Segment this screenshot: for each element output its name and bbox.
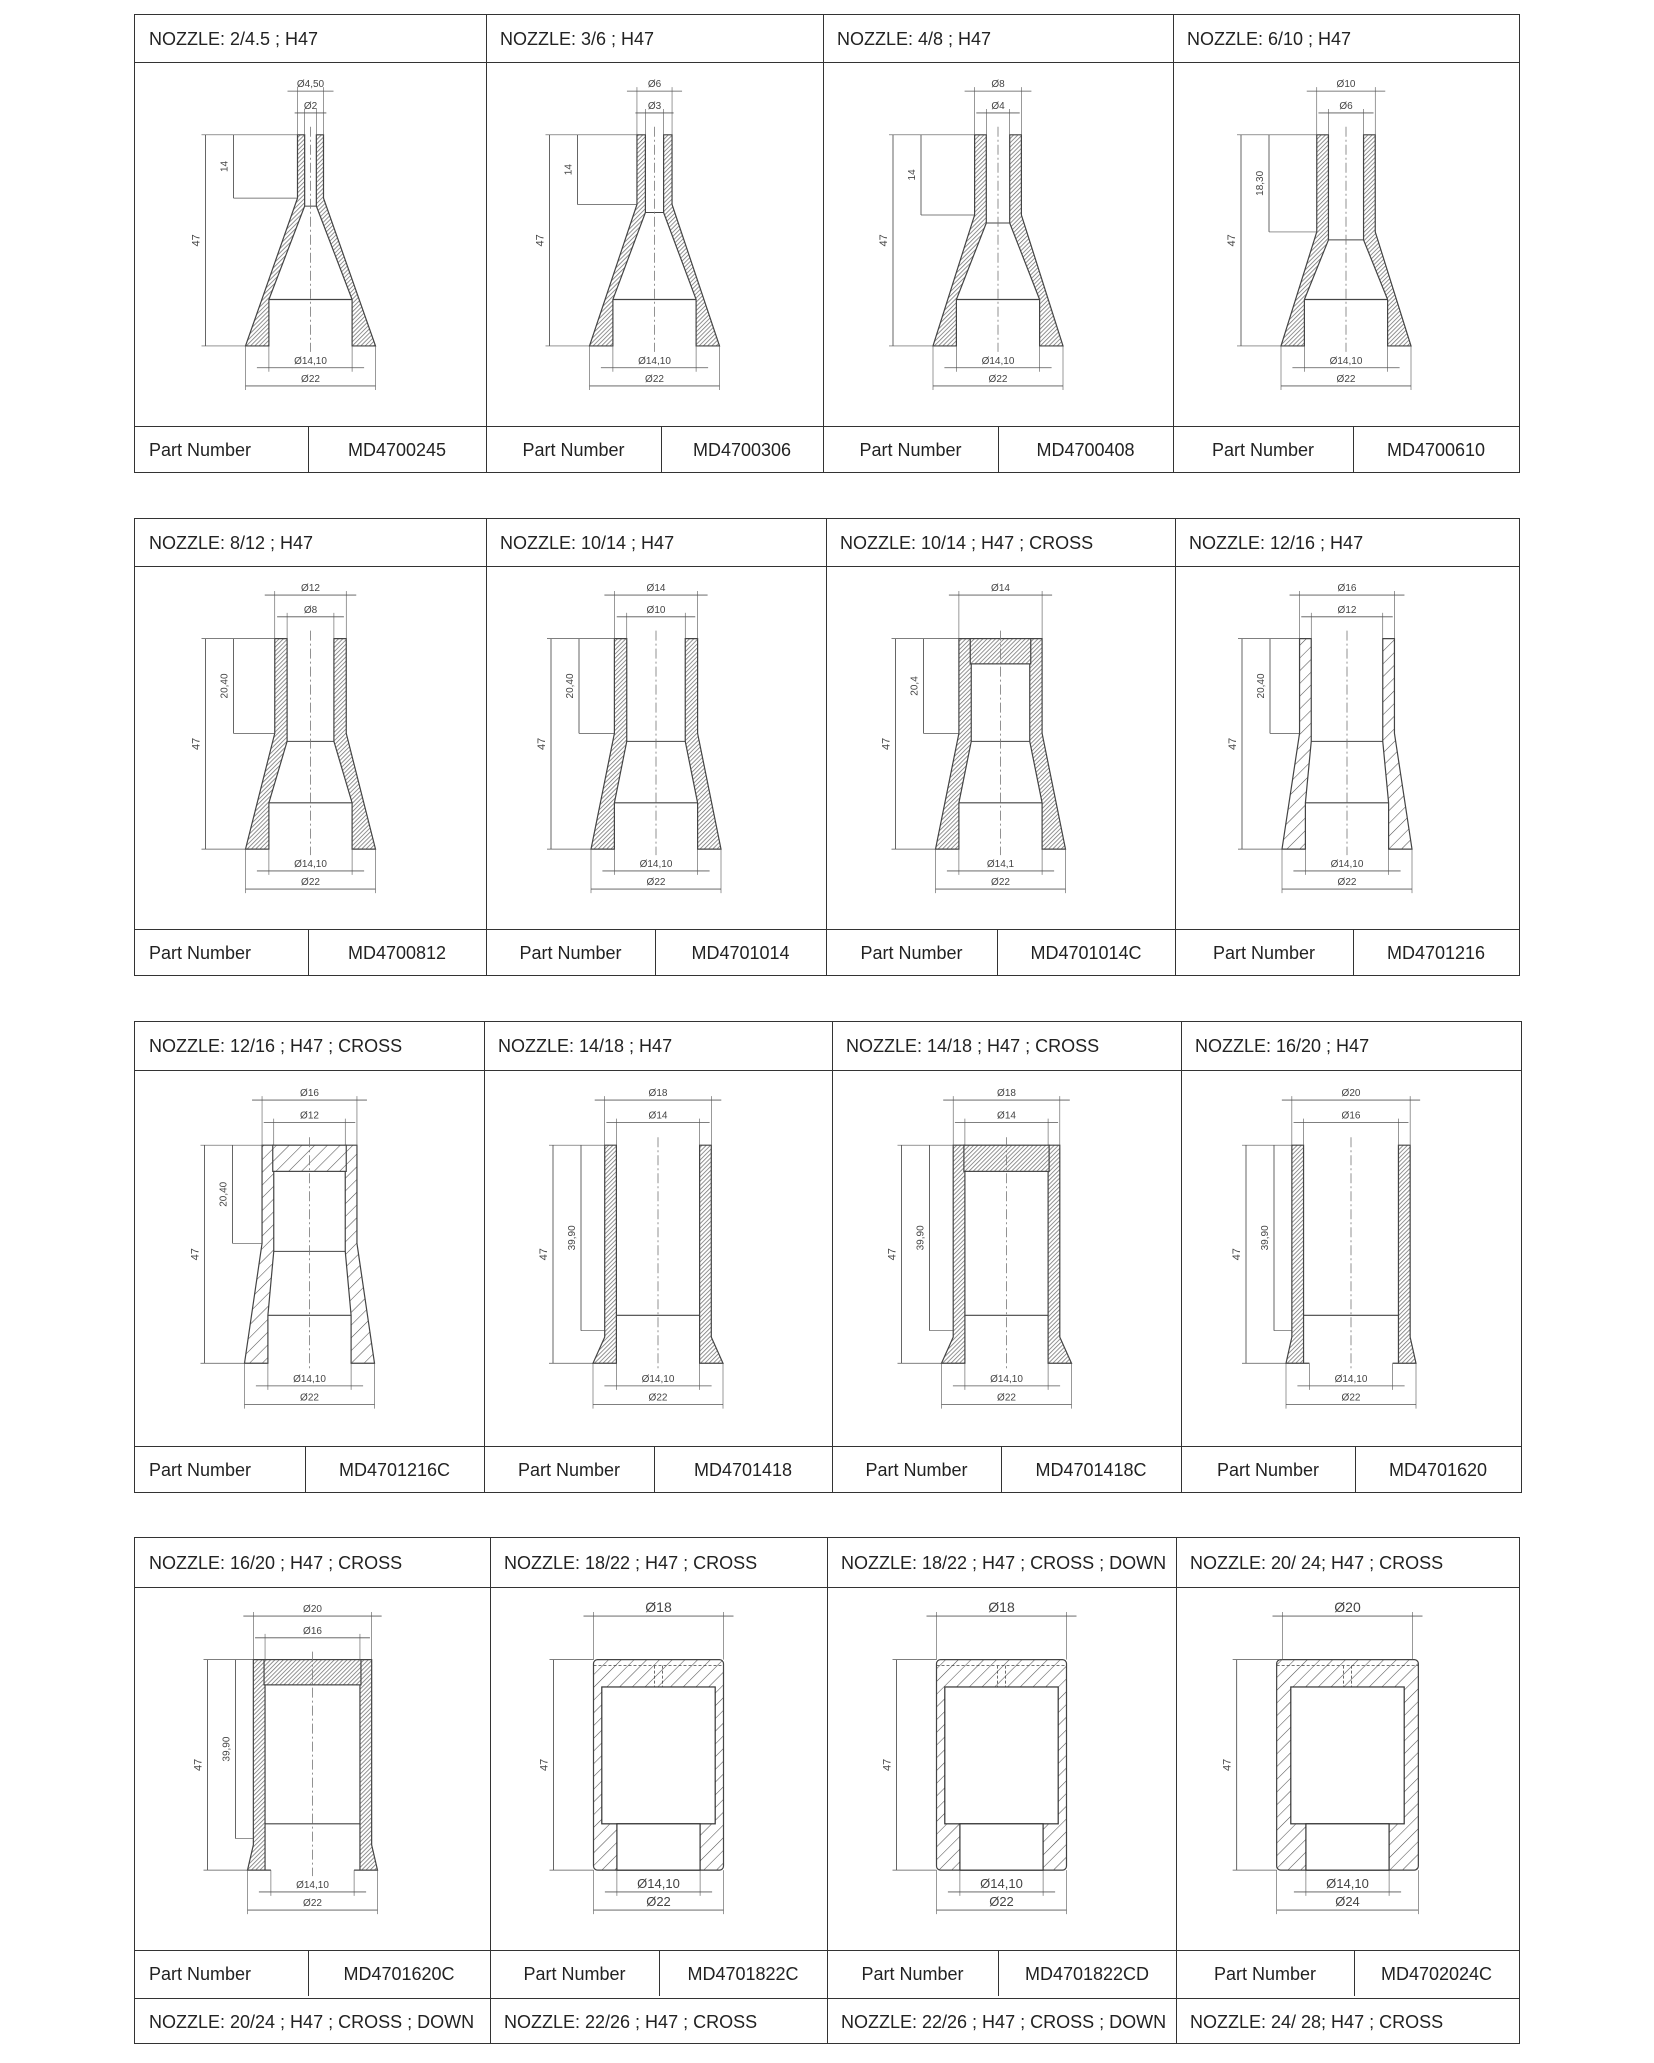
svg-text:Ø22: Ø22 [988,373,1008,385]
nozzle-title: NOZZLE: 12/16 ; H47 ; CROSS [149,1036,403,1056]
svg-text:47: 47 [1226,234,1238,247]
svg-text:Ø14: Ø14 [648,1110,668,1122]
part-number-value: MD4701822CD [1024,1963,1150,1984]
nozzle-drawing [826,566,1175,929]
nozzle-title: NOZZLE: 10/14 ; H47 [500,532,675,553]
svg-text:47: 47 [538,1758,551,1771]
nozzle-drawing [1173,62,1519,426]
svg-text:Ø14,10: Ø14,10 [637,1875,680,1891]
nozzle-title: NOZZLE: 14/18 ; H47 ; CROSS [846,1036,1100,1056]
svg-text:47: 47 [190,234,203,247]
nozzle-drawing [486,566,826,929]
svg-text:Ø8: Ø8 [303,604,318,616]
svg-text:Ø14,10: Ø14,10 [1326,1875,1369,1891]
part-number-value: MD4701418C [1035,1459,1147,1480]
svg-text:Ø22: Ø22 [303,1898,322,1910]
svg-text:Ø6: Ø6 [1339,100,1353,112]
svg-text:Ø14,10: Ø14,10 [641,1373,675,1385]
svg-text:47: 47 [536,737,548,750]
svg-text:Ø22: Ø22 [645,373,664,385]
nozzle-drawing [832,1070,1181,1446]
svg-text:Ø22: Ø22 [989,1894,1014,1910]
part-number-label: Part Number [1216,1459,1320,1480]
nozzle-table-block-1 [134,14,1520,473]
svg-text:Ø14,10: Ø14,10 [1334,1373,1368,1385]
svg-text:Ø12: Ø12 [301,583,320,595]
svg-text:Ø18: Ø18 [648,1088,668,1100]
nozzle-title: NOZZLE: 2/4.5 ; H47 [149,28,319,49]
svg-text:47: 47 [534,234,547,247]
svg-text:Ø22: Ø22 [648,1392,668,1404]
svg-text:47: 47 [1231,1248,1243,1261]
nozzle-title: NOZZLE: 14/18 ; H47 [498,1036,673,1056]
svg-text:39,90: 39,90 [567,1225,578,1251]
part-number-label: Part Number [861,1963,964,1984]
part-number-value: MD4700610 [1386,439,1486,460]
svg-text:20,4: 20,4 [909,676,921,696]
svg-text:Ø14,10: Ø14,10 [981,355,1015,367]
nozzle-drawing [135,566,486,929]
svg-text:47: 47 [886,1248,899,1261]
svg-text:Ø20: Ø20 [303,1604,322,1616]
nozzle-drawing [135,1070,484,1446]
svg-text:Ø14,10: Ø14,10 [293,1373,326,1385]
part-number-value: MD4701822C [687,1963,799,1984]
svg-text:Ø14,10: Ø14,10 [294,858,327,870]
svg-text:Ø14: Ø14 [991,583,1010,595]
part-number-value: MD4700245 [347,439,447,460]
svg-text:Ø16: Ø16 [300,1088,319,1100]
svg-text:Ø16: Ø16 [1341,1110,1361,1122]
nozzle-title: NOZZLE: 10/14 ; H47 ; CROSS [840,532,1094,553]
svg-text:Ø22: Ø22 [1341,1392,1361,1404]
svg-text:47: 47 [189,1248,202,1261]
part-number-label: Part Number [517,1459,621,1480]
svg-text:47: 47 [538,1248,550,1261]
part-number-label: Part Number [865,1459,968,1480]
svg-text:47: 47 [190,737,203,750]
nozzle-title: NOZZLE: 12/16 ; H47 [1189,532,1364,553]
svg-text:47: 47 [878,234,890,247]
nozzle-drawing [1181,1070,1521,1446]
part-number-value: MD4700812 [347,942,447,963]
part-number-label: Part Number [859,439,962,460]
nozzle-title: NOZZLE: 16/20 ; H47 ; CROSS [149,1552,403,1573]
svg-text:Ø10: Ø10 [1336,79,1356,91]
part-number-value: MD4701014C [1030,942,1142,963]
svg-text:14: 14 [907,169,918,181]
svg-text:20,40: 20,40 [219,673,231,699]
svg-text:Ø14: Ø14 [646,583,666,595]
svg-text:14: 14 [219,160,231,173]
svg-text:Ø20: Ø20 [1334,1599,1361,1616]
nozzle-table-block-4 [134,1537,1520,2044]
nozzle-title: NOZZLE: 18/22 ; H47 ; CROSS [504,1552,758,1573]
nozzle-title: NOZZLE: 16/20 ; H47 [1195,1036,1370,1056]
part-number-value: MD4700306 [692,439,792,460]
nozzle-title: NOZZLE: 20/ 24; H47 ; CROSS [1190,1552,1444,1573]
svg-text:20,40: 20,40 [218,1181,230,1207]
svg-text:Ø10: Ø10 [646,604,666,616]
svg-text:Ø3: Ø3 [647,100,662,112]
nozzle-drawing [135,1587,490,1950]
svg-text:Ø24: Ø24 [1335,1894,1360,1910]
svg-text:Ø14,10: Ø14,10 [990,1373,1023,1385]
svg-text:39,90: 39,90 [1260,1225,1271,1251]
nozzle-drawing [823,62,1173,426]
part-number-label: Part Number [523,1963,626,1984]
svg-text:Ø22: Ø22 [997,1392,1016,1404]
part-number-value: MD4701418 [693,1459,793,1480]
nozzle-title-footer: NOZZLE: 22/26 ; H47 ; CROSS ; DOWN [841,2011,1167,2032]
nozzle-table-block-2 [134,518,1520,976]
part-number-label: Part Number [149,1459,252,1480]
svg-text:Ø22: Ø22 [300,1392,319,1404]
nozzle-drawing [486,62,823,426]
nozzle-title: NOZZLE: 4/8 ; H47 [837,28,992,49]
svg-text:39,90: 39,90 [915,1225,927,1251]
svg-text:Ø18: Ø18 [997,1088,1016,1100]
nozzle-drawing [490,1587,827,1950]
nozzle-title: NOZZLE: 6/10 ; H47 [1187,28,1352,49]
part-number-value: MD4701216 [1386,942,1486,963]
svg-text:14: 14 [563,164,575,176]
svg-text:Ø22: Ø22 [646,1894,671,1910]
part-number-label: Part Number [522,439,625,460]
svg-text:Ø14,10: Ø14,10 [1329,355,1363,367]
svg-text:Ø22: Ø22 [1337,877,1357,889]
svg-text:Ø22: Ø22 [301,877,320,889]
svg-text:Ø14,10: Ø14,10 [1330,858,1364,870]
part-number-label: Part Number [860,942,963,963]
svg-text:Ø6: Ø6 [647,79,662,91]
svg-text:Ø22: Ø22 [646,877,666,889]
svg-text:47: 47 [880,737,893,750]
svg-text:Ø14,1: Ø14,1 [986,858,1015,870]
svg-text:47: 47 [1221,1758,1234,1771]
nozzle-drawing [135,62,486,426]
nozzle-title: NOZZLE: 8/12 ; H47 [149,532,314,553]
nozzle-title: NOZZLE: 3/6 ; H47 [500,28,655,49]
svg-text:Ø12: Ø12 [1337,604,1357,616]
svg-text:39,90: 39,90 [221,1736,233,1762]
svg-text:Ø4,50: Ø4,50 [296,79,325,91]
svg-text:47: 47 [881,1758,894,1771]
svg-text:Ø12: Ø12 [300,1110,319,1122]
part-number-value: MD4702024C [1380,1963,1493,1984]
svg-text:Ø14,10: Ø14,10 [294,355,327,367]
svg-text:Ø18: Ø18 [988,1599,1015,1616]
nozzle-drawing [1175,566,1519,929]
svg-text:Ø14,10: Ø14,10 [296,1879,329,1891]
part-number-label: Part Number [1212,942,1316,963]
svg-text:Ø16: Ø16 [303,1625,322,1637]
svg-text:47: 47 [192,1758,205,1771]
svg-text:Ø22: Ø22 [1336,373,1356,385]
part-number-value: MD4701620 [1388,1459,1488,1480]
part-number-value: MD4701620C [343,1963,455,1984]
part-number-value: MD4701014 [691,942,790,963]
part-number-label: Part Number [149,942,252,963]
nozzle-table-block-3 [134,1021,1522,1493]
svg-text:Ø4: Ø4 [991,100,1005,112]
nozzle-title: NOZZLE: 18/22 ; H47 ; CROSS ; DOWN [841,1552,1167,1573]
part-number-value: MD4700408 [1036,439,1135,460]
part-number-label: Part Number [149,1963,252,1984]
nozzle-title-footer: NOZZLE: 24/ 28; H47 ; CROSS [1190,2011,1444,2032]
svg-text:Ø14,10: Ø14,10 [639,858,673,870]
svg-text:Ø18: Ø18 [645,1599,672,1616]
part-number-label: Part Number [1211,439,1315,460]
part-number-label: Part Number [1213,1963,1317,1984]
svg-text:Ø16: Ø16 [1337,583,1357,595]
part-number-label: Part Number [149,439,252,460]
svg-text:20,40: 20,40 [565,673,576,699]
nozzle-drawing [484,1070,832,1446]
svg-text:Ø14,10: Ø14,10 [980,1875,1023,1891]
svg-text:Ø22: Ø22 [991,877,1010,889]
svg-text:Ø20: Ø20 [1341,1088,1361,1100]
part-number-value: MD4701216C [338,1459,451,1480]
svg-text:Ø2: Ø2 [303,100,318,112]
nozzle-drawing [1176,1587,1519,1950]
part-number-label: Part Number [519,942,622,963]
svg-text:18,30: 18,30 [1255,170,1266,196]
nozzle-title-footer: NOZZLE: 20/24 ; H47 ; CROSS ; DOWN [149,2011,475,2032]
svg-text:Ø22: Ø22 [301,373,320,385]
nozzle-drawing [827,1587,1176,1950]
svg-text:Ø14: Ø14 [997,1110,1016,1122]
svg-text:Ø8: Ø8 [991,79,1005,91]
nozzle-title-footer: NOZZLE: 22/26 ; H47 ; CROSS [504,2011,758,2032]
svg-text:20,40: 20,40 [1256,673,1267,699]
svg-text:47: 47 [1227,737,1239,750]
svg-text:Ø14,10: Ø14,10 [638,355,671,367]
